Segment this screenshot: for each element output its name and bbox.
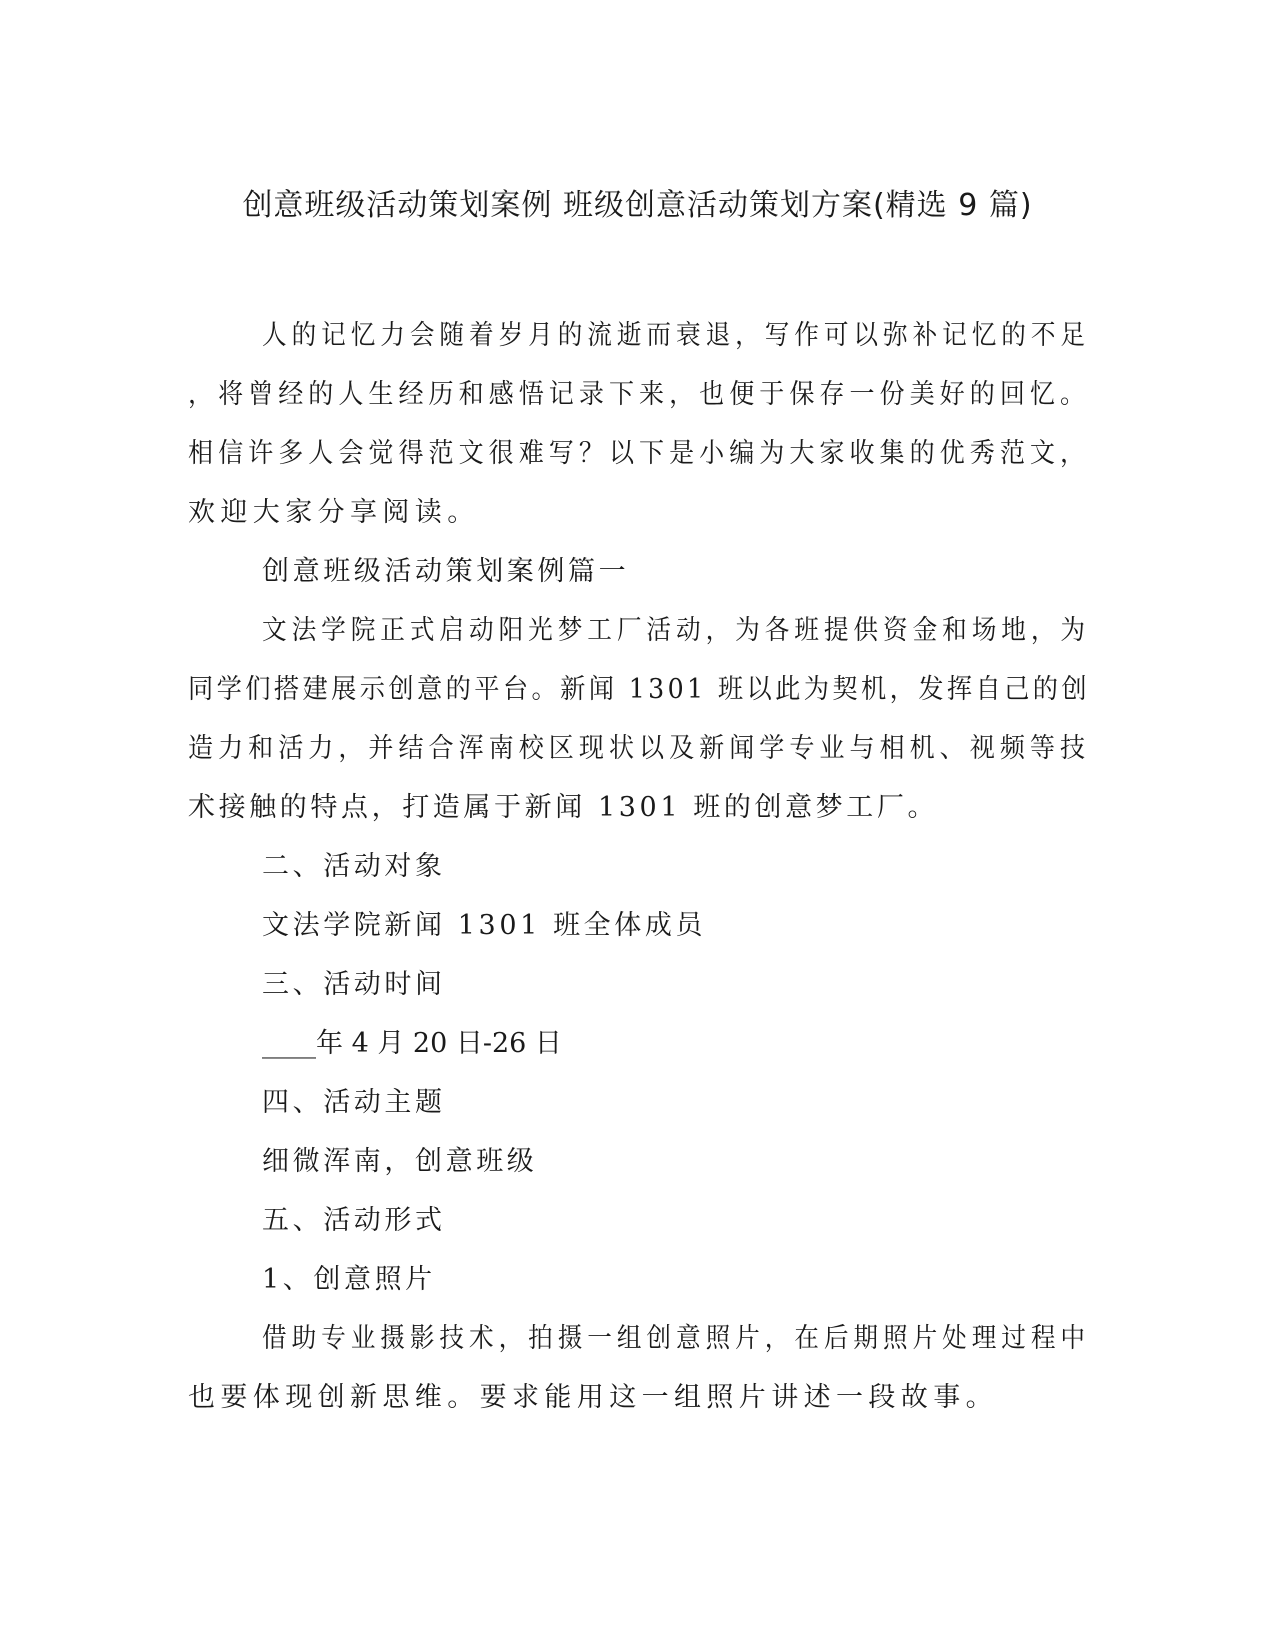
document-title: 创意班级活动策划案例 班级创意活动策划方案(精选 9 篇): [242, 188, 1033, 223]
paragraph-line: 也要体现创新思维。要求能用这一组照片讲述一段故事。: [188, 1382, 998, 1413]
paragraph-line: 术接触的特点，打造属于新闻 1301 班的创意梦工厂。: [188, 792, 939, 823]
paragraph-line: 文法学院新闻 1301 班全体成员: [262, 910, 707, 941]
paragraph-line: 细微浑南，创意班级: [262, 1146, 538, 1177]
paragraph-line: 造力和活力，并结合浑南校区现状以及新闻学专业与相机、视频等技: [188, 733, 1091, 764]
paragraph-line: 借助专业摄影技术，拍摄一组创意照片，在后期照片处理过程中: [262, 1323, 1091, 1354]
paragraph-line: 人的记忆力会随着岁月的流逝而衰退，写作可以弥补记忆的不足: [262, 320, 1091, 351]
section-heading: 四、活动主题: [262, 1087, 446, 1118]
section-heading: 创意班级活动策划案例篇一: [262, 556, 630, 587]
subsection-heading: 1、创意照片: [262, 1264, 436, 1295]
section-heading: 二、活动对象: [262, 851, 446, 882]
paragraph-line: 欢迎大家分享阅读。: [188, 497, 480, 528]
paragraph-line: 同学们搭建展示创意的平台。新闻 1301 班以此为契机，发挥自己的创: [188, 674, 1090, 705]
paragraph-line: ____年 4 月 20 日-26 日: [262, 1028, 562, 1059]
paragraph-line: 文法学院正式启动阳光梦工厂活动，为各班提供资金和场地，为: [262, 615, 1091, 646]
section-heading: 三、活动时间: [262, 969, 446, 1000]
section-heading: 五、活动形式: [262, 1205, 446, 1236]
paragraph-line: 相信许多人会觉得范文很难写？以下是小编为大家收集的优秀范文，: [188, 438, 1091, 469]
paragraph-line: ，将曾经的人生经历和感悟记录下来，也便于保存一份美好的回忆。: [188, 379, 1091, 410]
